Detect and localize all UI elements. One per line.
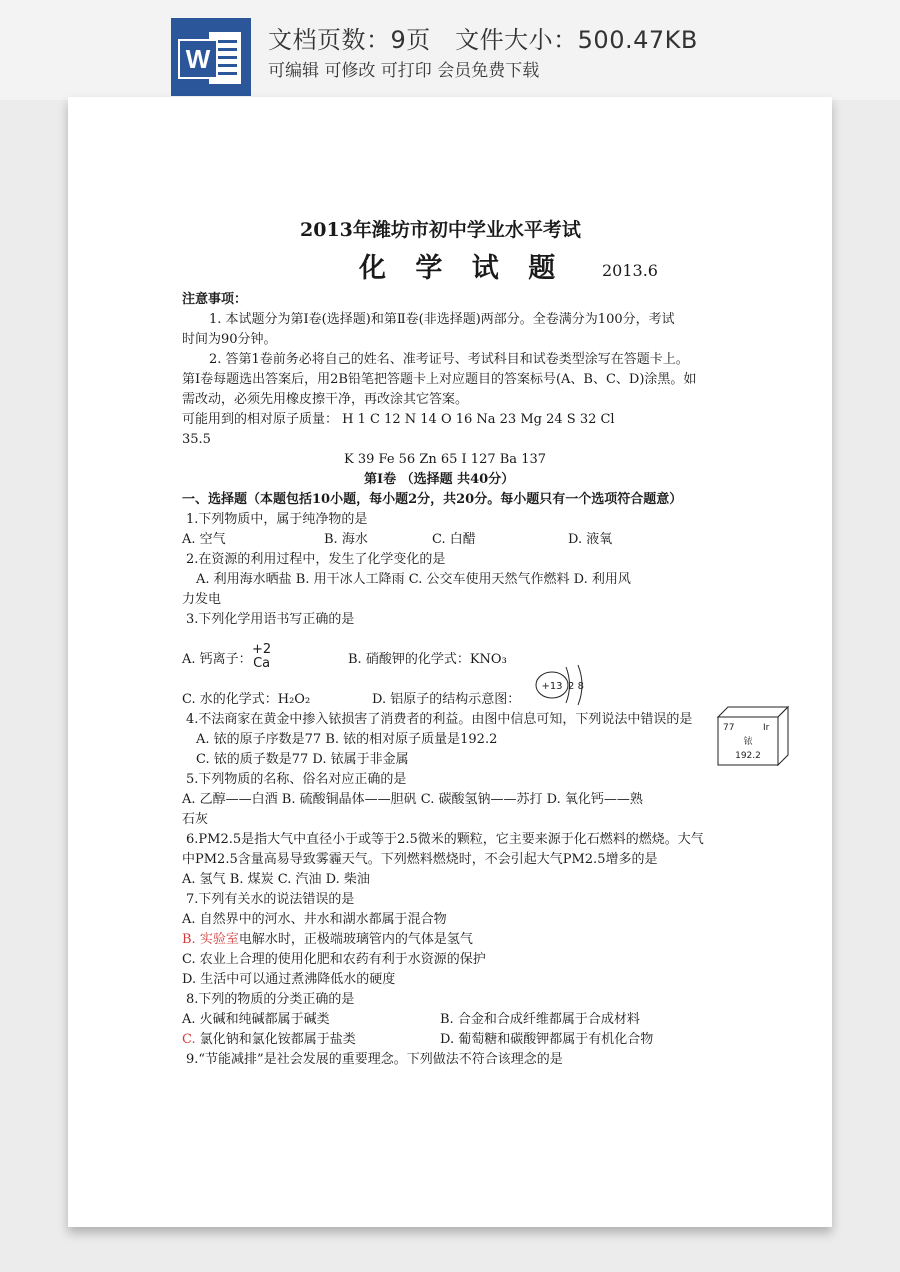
subject-title: 化 学 试 题 xyxy=(359,253,566,284)
q2-options-continued: 力发电 xyxy=(182,592,222,607)
calcium-ion-formula: +2 Ca xyxy=(252,642,272,671)
q5-options: A. 乙醇——白酒 B. 硫酸铜晶体——胆矾 C. 碳酸氢钠——苏打 D. 氧化钙——熟 xyxy=(182,792,643,807)
q1-option-c: C. 白醋 xyxy=(432,532,476,547)
notice-1-line-1: 1. 本试题分为第Ⅰ卷(选择题)和第Ⅱ卷(非选择题)两部分。全卷满分为100分，考试 xyxy=(209,312,675,327)
document-page xyxy=(68,97,832,1227)
exam-date: 2013.6 xyxy=(602,261,658,280)
question-6-line-1: 6.PM2.5是指大气中直径小于或等于2.5微米的颗粒，它主要来源于化石燃料的燃烧。大气 xyxy=(186,832,704,847)
question-4: 4.不法商家在黄金中掺入铱损害了消费者的利益。由图中信息可知，下列说法中错误的是 xyxy=(186,712,693,727)
q6-options: A. 氢气 B. 煤炭 C. 汽油 D. 柴油 xyxy=(182,872,370,887)
part-one-heading: 一、选择题（本题包括10小题，每小题2分，共20分。每小题只有一个选项符合题意） xyxy=(182,492,683,507)
svg-text:W: W xyxy=(185,44,211,74)
svg-text:2 8: 2 8 xyxy=(568,681,584,692)
q7-option-d: D. 生活中可以通过煮沸降低水的硬度 xyxy=(182,972,396,987)
section-heading: 第Ⅰ卷 （选择题 共40分） xyxy=(364,472,515,487)
q3-option-a: A. 钙离子： xyxy=(182,652,252,667)
svg-text:77: 77 xyxy=(723,723,735,733)
download-banner xyxy=(0,0,900,100)
exam-title: 2013年潍坊市初中学业水平考试 xyxy=(300,219,581,241)
atomic-mass-line-1: 可能用到的相对原子质量： H 1 C 12 N 14 O 16 Na 23 Mg 24 S 32 Cl xyxy=(182,412,615,427)
q3-option-d: D. 铝原子的结构示意图： xyxy=(372,692,521,707)
notice-2-line-3: 需改动，必须先用橡皮擦干净，再改涂其它答案。 xyxy=(182,392,469,407)
question-5: 5.下列物质的名称、俗名对应正确的是 xyxy=(186,772,407,787)
q5-options-continued: 石灰 xyxy=(182,812,209,827)
word-document-icon xyxy=(171,18,251,96)
svg-text:192.2: 192.2 xyxy=(735,751,761,761)
notice-2-line-2: 第Ⅰ卷每题选出答案后，用2B铅笔把答题卡上对应题目的答案标号(A、B、C、D)涂黑。如 xyxy=(182,372,697,387)
q7-option-a: A. 自然界中的河水、井水和湖水都属于混合物 xyxy=(182,912,447,927)
q7-option-c: C. 农业上合理的使用化肥和农药有利于水资源的保护 xyxy=(182,952,486,967)
q8-option-a: A. 火碱和纯碱都属于碱类 xyxy=(182,1012,330,1027)
svg-text:Ir: Ir xyxy=(763,723,770,733)
question-8: 8.下列的物质的分类正确的是 xyxy=(186,992,355,1007)
notice-heading: 注意事项： xyxy=(182,292,248,307)
q4-options-cd: C. 铱的质子数是77 D. 铱属于非金属 xyxy=(196,752,409,767)
q7-option-b: B. 实验室电解水时，正极端玻璃管内的气体是氢气 xyxy=(182,932,473,947)
question-2: 2.在资源的利用过程中，发生了化学变化的是 xyxy=(186,552,446,567)
atomic-mass-line-3: K 39 Fe 56 Zn 65 I 127 Ba 137 xyxy=(344,452,547,467)
file-features-subtitle: 可编辑 可修改 可打印 会员免费下载 xyxy=(268,61,540,81)
q2-options: A. 利用海水晒盐 B. 用干冰人工降雨 C. 公交车使用天然气作燃料 D. 利用风 xyxy=(196,572,631,587)
question-1: 1.下列物质中，属于纯净物的是 xyxy=(186,512,368,527)
atomic-mass-line-2: 35.5 xyxy=(182,432,211,447)
notice-1-line-2: 时间为90分钟。 xyxy=(182,332,277,347)
question-7: 7.下列有关水的说法错误的是 xyxy=(186,892,355,907)
q8-option-b: B. 合金和合成纤维都属于合成材料 xyxy=(440,1012,640,1027)
q1-option-d: D. 液氧 xyxy=(568,532,613,547)
file-info-title: 文档页数：9页 文件大小：500.47KB xyxy=(268,26,698,54)
svg-text:+13: +13 xyxy=(541,681,563,692)
q8-option-c: C. 氯化钠和氯化铵都属于盐类 xyxy=(182,1032,356,1047)
q8-option-d: D. 葡萄糖和碳酸钾都属于有机化合物 xyxy=(440,1032,654,1047)
question-9: 9.“节能减排”是社会发展的重要理念。下列做法不符合该理念的是 xyxy=(186,1052,563,1067)
q1-option-a: A. 空气 xyxy=(182,532,226,547)
q4-options-ab: A. 铱的原子序数是77 B. 铱的相对原子质量是192.2 xyxy=(196,732,498,747)
svg-text:铱: 铱 xyxy=(743,737,753,747)
q3-option-b: B. 硝酸钾的化学式：KNO₃ xyxy=(348,652,507,667)
iridium-periodic-cell xyxy=(716,705,790,769)
question-3: 3.下列化学用语书写正确的是 xyxy=(186,612,355,627)
question-6-line-2: 中PM2.5含量高易导致雾霾天气。下列燃料燃烧时，不会引起大气PM2.5增多的是 xyxy=(182,852,658,867)
notice-2-line-1: 2. 答第1卷前务必将自己的姓名、准考证号、考试科目和试卷类型涂写在答题卡上。 xyxy=(209,352,689,367)
q1-option-b: B. 海水 xyxy=(324,532,368,547)
aluminum-atom-diagram xyxy=(532,661,596,709)
q3-option-c: C. 水的化学式：H₂O₂ xyxy=(182,692,311,707)
